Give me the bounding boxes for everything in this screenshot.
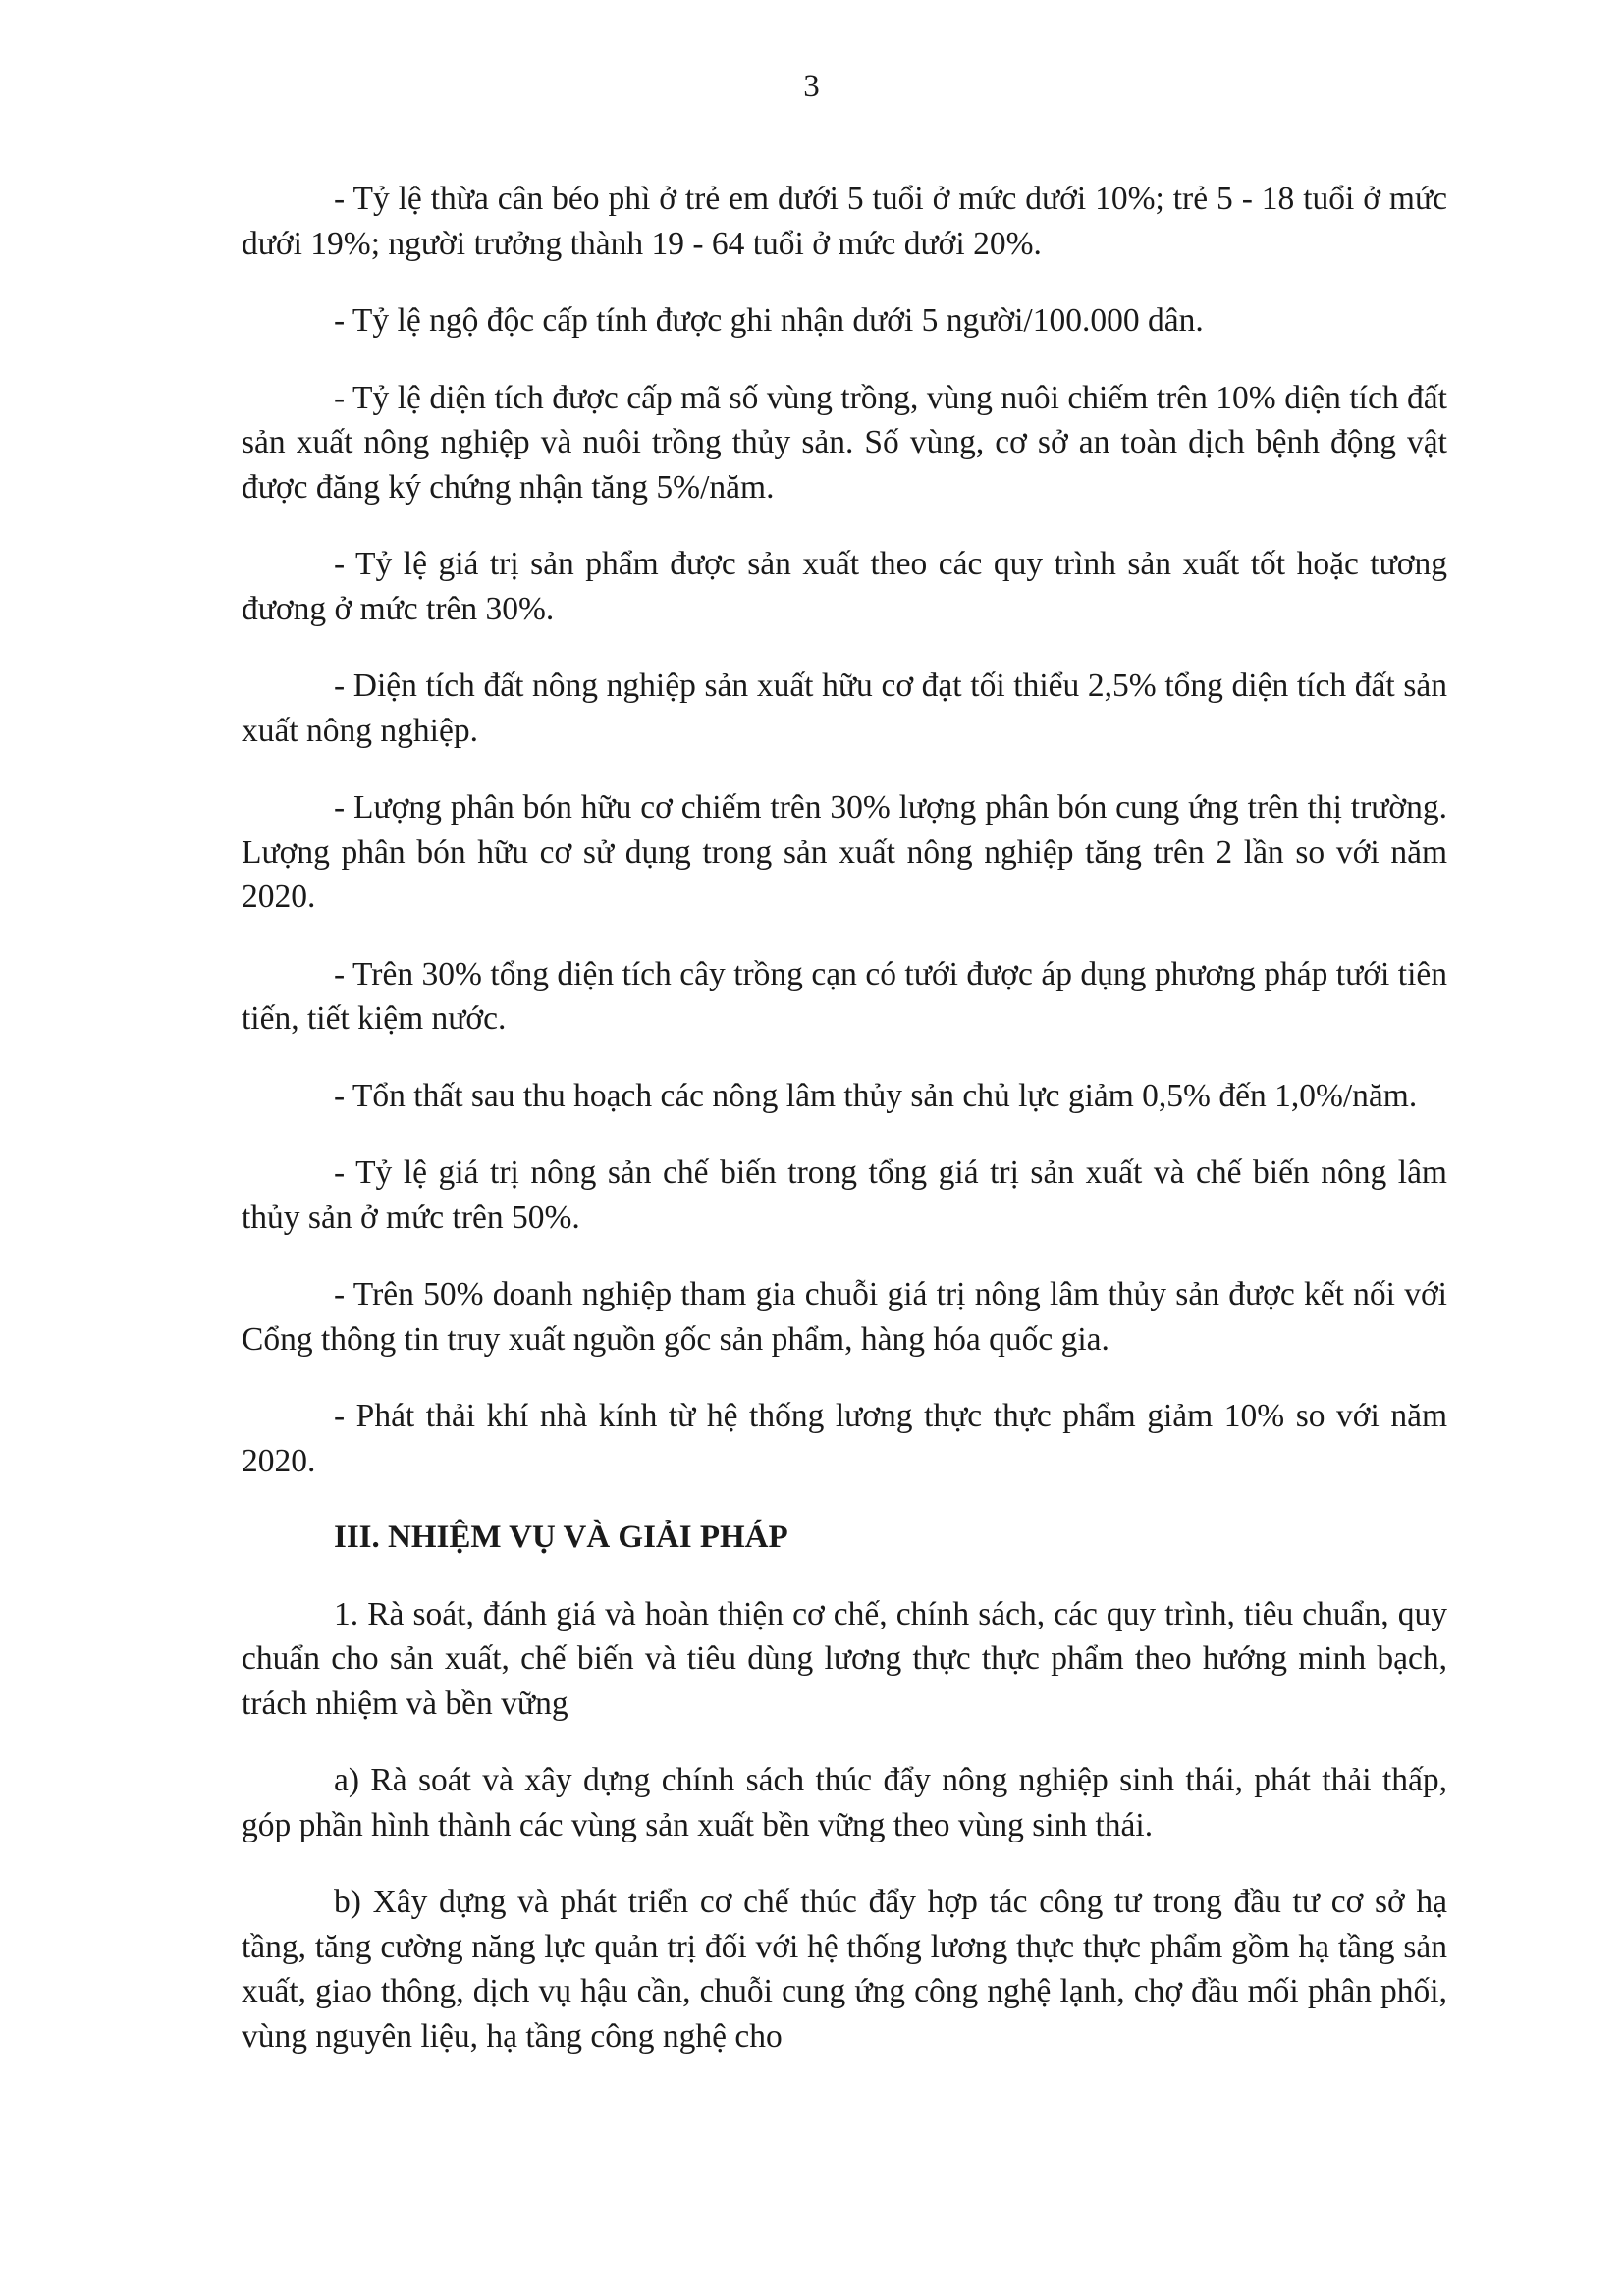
paragraph-processed-products: - Tỷ lệ giá trị nông sản chế biến trong tổng giá trị sản xuất và chế biến nông lâm thủy sản ở mức trên 50%.	[242, 1154, 1447, 1236]
paragraph-task-1: 1. Rà soát, đánh giá và hoàn thiện cơ chế, chính sách, các quy trình, tiêu chuẩn, quy chuẩn cho sản xuất, chế biến và tiêu dùng lương thực thực phẩm theo hướng minh bạch, trách nhiệm và bền vững	[242, 1595, 1447, 1722]
paragraph-poisoning-rate: - Tỷ lệ ngộ độc cấp tính được ghi nhận dưới 5 người/100.000 dân.	[334, 302, 1204, 339]
paragraph-organic-fertilizer: - Lượng phân bón hữu cơ chiếm trên 30% lượng phân bón cung ứng trên thị trường. Lượng phân bón hữu cơ sử dụng trong sản xuất nông nghiệp tăng trên 2 lần so với năm 2020.	[242, 789, 1447, 915]
paragraph-growing-area-codes: - Tỷ lệ diện tích được cấp mã số vùng trồng, vùng nuôi chiếm trên 10% diện tích đất sản xuất nông nghiệp và nuôi trồng thủy sản. Số vùng, cơ sở an toàn dịch bệnh động vật được đăng ký chứng nhận tăng 5%/năm.	[242, 379, 1447, 506]
paragraph-task-1a: a) Rà soát và xây dựng chính sách thúc đẩy nông nghiệp sinh thái, phát thải thấp, góp phần hình thành các vùng sản xuất bền vững theo vùng sinh thái.	[242, 1762, 1447, 1843]
paragraph-irrigation: - Trên 30% tổng diện tích cây trồng cạn có tưới được áp dụng phương pháp tưới tiên tiến, tiết kiệm nước.	[242, 955, 1447, 1037]
section-heading: III. NHIỆM VỤ VÀ GIẢI PHÁP	[334, 1520, 788, 1555]
paragraph-good-practice-products: - Tỷ lệ giá trị sản phẩm được sản xuất theo các quy trình sản xuất tốt hoặc tương đương ở mức trên 30%.	[242, 546, 1447, 627]
paragraph-task-1b: b) Xây dựng và phát triển cơ chế thúc đẩy hợp tác công tư trong đầu tư cơ sở hạ tầng, tăng cường năng lực quản trị đối với hệ thống lương thực thực phẩm gồm hạ tầng sản xuất, giao thông, dịch vụ hậu cần, chuỗi cung ứng công nghệ lạnh, chợ đầu mối phân phối, vùng nguyên liệu, hạ tầng công nghệ cho	[242, 1884, 1447, 2055]
paragraph-overweight-rate: - Tỷ lệ thừa cân béo phì ở trẻ em dưới 5 tuổi ở mức dưới 10%; trẻ 5 - 18 tuổi ở mức dưới 19%; người trưởng thành 19 - 64 tuổi ở mức dưới 20%.	[242, 181, 1447, 262]
paragraph-emissions: - Phát thải khí nhà kính từ hệ thống lương thực thực phẩm giảm 10% so với năm 2020.	[242, 1398, 1447, 1479]
page-number: 3	[803, 69, 820, 104]
paragraph-organic-land: - Diện tích đất nông nghiệp sản xuất hữu cơ đạt tối thiểu 2,5% tổng diện tích đất sản xuất nông nghiệp.	[242, 667, 1447, 749]
paragraph-post-harvest-loss: - Tổn thất sau thu hoạch các nông lâm thủy sản chủ lực giảm 0,5% đến 1,0%/năm.	[334, 1077, 1418, 1114]
paragraph-traceability: - Trên 50% doanh nghiệp tham gia chuỗi giá trị nông lâm thủy sản được kết nối với Cổng thông tin truy xuất nguồn gốc sản phẩm, hàng hóa quốc gia.	[242, 1276, 1447, 1358]
document-body	[242, 177, 1447, 2091]
